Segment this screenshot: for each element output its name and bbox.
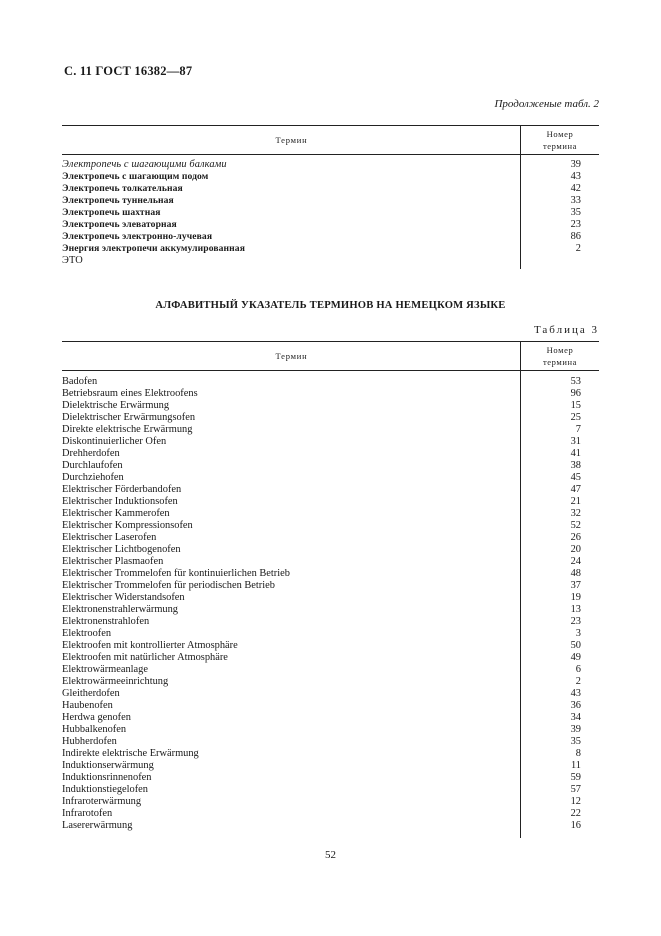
term-cell: Direkte elektrische Erwärmung [62,424,193,435]
number-cell: 22 [570,808,581,819]
table-row [62,604,599,616]
term-cell: Elektroofen [62,628,112,639]
number-cell: 20 [570,544,581,555]
term-cell: Betriebsraum eines Elektroofens [62,388,198,399]
term-cell: Электропечь с шагающим подом [62,171,209,182]
table-2-number-header [520,126,599,154]
number-cell: 33 [570,195,581,206]
term-cell: Hubbalkenofen [62,724,127,735]
term-cell: Herdwa genofen [62,712,131,723]
term-cell: Электропечь толкательная [62,183,183,194]
term-cell: Elektrischer Kompressionsofen [62,520,193,531]
table-row [62,796,599,808]
page-number: 52 [325,849,336,861]
number-cell [521,255,599,267]
number-cell: 49 [570,652,581,663]
term-cell: Электропечь электронно-лучевая [62,231,213,242]
number-cell: 34 [570,712,581,723]
number-cell: 53 [570,376,581,387]
column-divider [520,371,521,838]
table-row [62,496,599,508]
number-cell: 26 [570,532,581,543]
number-cell: 35 [570,736,581,747]
table-row [62,255,599,267]
term-cell: Gleitherdofen [62,688,120,699]
table-2-body [62,155,599,267]
number-cell: 36 [570,700,581,711]
table-row [62,556,599,568]
table-row [62,484,599,496]
table-row [62,580,599,592]
number-cell: 13 [570,604,581,615]
number-cell: 39 [570,159,581,170]
term-cell: Электропечь элеваторная [62,219,177,230]
table-row [62,171,599,183]
term-cell: Elektrischer Trommelofen für kontinuierlichen Betrieb [62,568,290,579]
term-cell: Elektroofen mit natürlicher Atmosphäre [62,652,228,663]
term-cell: Elektronenstrahlerwärmung [62,604,178,615]
table-row [62,700,599,712]
table-row [62,388,599,400]
table-row [62,376,599,388]
page-header: С. 11 ГОСТ 16382—87 [64,64,193,78]
number-cell: 25 [570,412,581,423]
number-cell: 11 [570,760,581,771]
number-cell: 2 [575,243,581,254]
term-cell: ЭТО [62,255,83,266]
number-cell: 86 [570,231,581,242]
term-cell: Электропечь шахтная [62,207,161,218]
table-row [62,243,599,255]
number-cell: 43 [570,688,581,699]
term-cell: Induktionsrinnenofen [62,772,152,783]
table-3-number-header [520,342,599,370]
table-row [62,195,599,207]
term-cell: Lasererwärmung [62,820,133,831]
term-cell: Induktionserwärmung [62,760,154,771]
table-row [62,532,599,544]
term-cell: Badofen [62,376,98,387]
term-cell: Электропечь туннельная [62,195,174,206]
number-cell: 47 [570,484,581,495]
number-cell: 42 [570,183,581,194]
table-row [62,520,599,532]
table-3-term-header: Термин [275,351,308,361]
number-cell: 32 [570,508,581,519]
number-cell: 8 [575,748,581,759]
term-cell: Elektrischer Trommelofen für periodischen Betrieb [62,580,275,591]
term-cell: Dielektrischer Erwärmungsofen [62,412,196,423]
number-cell: 41 [570,448,581,459]
continuation-note: Продолженые табл. 2 [494,98,599,110]
table-row [62,472,599,484]
term-cell: Hubherdofen [62,736,117,747]
table-3 [62,341,599,832]
term-cell: Diskontinuierlicher Ofen [62,436,167,447]
number-cell: 6 [575,664,581,675]
term-cell: Infraroterwärmung [62,796,142,807]
number-header-line-2: термина [542,357,578,367]
table-row [62,616,599,628]
table-2 [62,125,599,267]
number-cell: 43 [570,171,581,182]
table-row [62,400,599,412]
table-row [62,231,599,243]
number-cell: 96 [570,388,581,399]
number-cell: 3 [575,628,581,639]
number-cell: 2 [575,676,581,687]
number-cell: 31 [570,436,581,447]
table-row [62,640,599,652]
number-header-line-1: Номер [546,345,574,355]
table-row [62,676,599,688]
term-cell: Elektrowärmeeinrichtung [62,676,169,687]
table-row [62,436,599,448]
table-row [62,760,599,772]
term-cell: Энергия электропечи аккумулированная [62,243,245,254]
term-cell: Elektrischer Lichtbogenofen [62,544,181,555]
table-row [62,592,599,604]
number-cell: 52 [570,520,581,531]
term-cell: Indirekte elektrische Erwärmung [62,748,199,759]
table-row [62,772,599,784]
number-cell: 12 [570,796,581,807]
term-cell: Haubenofen [62,700,113,711]
number-cell: 37 [570,580,581,591]
term-cell: Elektrischer Förderbandofen [62,484,182,495]
table-row [62,460,599,472]
number-cell: 39 [570,724,581,735]
term-cell: Электропечь с шагающими балками [62,159,227,170]
number-cell: 38 [570,460,581,471]
table-row [62,159,599,171]
table-row [62,424,599,436]
term-cell: Dielektrische Erwärmung [62,400,170,411]
number-cell: 7 [575,424,581,435]
table-row [62,207,599,219]
number-cell: 57 [570,784,581,795]
number-cell: 24 [570,556,581,567]
table-3-label: Таблица 3 [533,324,599,336]
number-header-line-2: термина [542,141,578,151]
term-cell: Drehherdofen [62,448,120,459]
number-cell: 23 [570,219,581,230]
section-title: АЛФАВИТНЫЙ УКАЗАТЕЛЬ ТЕРМИНОВ НА НЕМЕЦКОМ ЯЗЫКЕ [155,300,506,311]
number-cell: 19 [570,592,581,603]
number-cell: 16 [570,820,581,831]
table-row [62,568,599,580]
table-row [62,219,599,231]
term-cell: Elektroofen mit kontrollierter Atmosphäre [62,640,238,651]
term-cell: Elektrischer Induktionsofen [62,496,178,507]
table-row [62,712,599,724]
term-cell: Elektrischer Kammerofen [62,508,170,519]
term-cell: Induktionstiegelofen [62,784,148,795]
table-row [62,628,599,640]
number-cell: 48 [570,568,581,579]
table-row [62,688,599,700]
number-cell: 35 [570,207,581,218]
table-2-term-header: Термин [275,135,308,145]
term-cell: Elektronenstrahlofen [62,616,150,627]
number-cell: 23 [570,616,581,627]
table-3-body [62,371,599,832]
table-row [62,784,599,796]
column-divider [520,155,521,269]
number-cell: 45 [570,472,581,483]
table-3-header [62,341,599,371]
term-cell: Infrarotofen [62,808,113,819]
term-cell: Durchlaufofen [62,460,123,471]
term-cell: Elektrischer Laserofen [62,532,157,543]
table-row [62,508,599,520]
table-row [62,664,599,676]
number-cell: 15 [570,400,581,411]
table-row [62,736,599,748]
term-cell: Elektrowärmeanlage [62,664,148,675]
table-row [62,652,599,664]
table-2-header [62,125,599,155]
number-header-line-1: Номер [546,129,574,139]
number-cell: 50 [570,640,581,651]
term-cell: Durchziehofen [62,472,124,483]
number-cell: 21 [570,496,581,507]
table-row [62,544,599,556]
number-cell: 59 [570,772,581,783]
table-row [62,724,599,736]
term-cell: Elektrischer Plasmaofen [62,556,164,567]
table-row [62,412,599,424]
term-cell: Elektrischer Widerstandsofen [62,592,185,603]
table-row [62,820,599,832]
table-row [62,448,599,460]
table-row [62,183,599,195]
table-row [62,808,599,820]
table-row [62,748,599,760]
